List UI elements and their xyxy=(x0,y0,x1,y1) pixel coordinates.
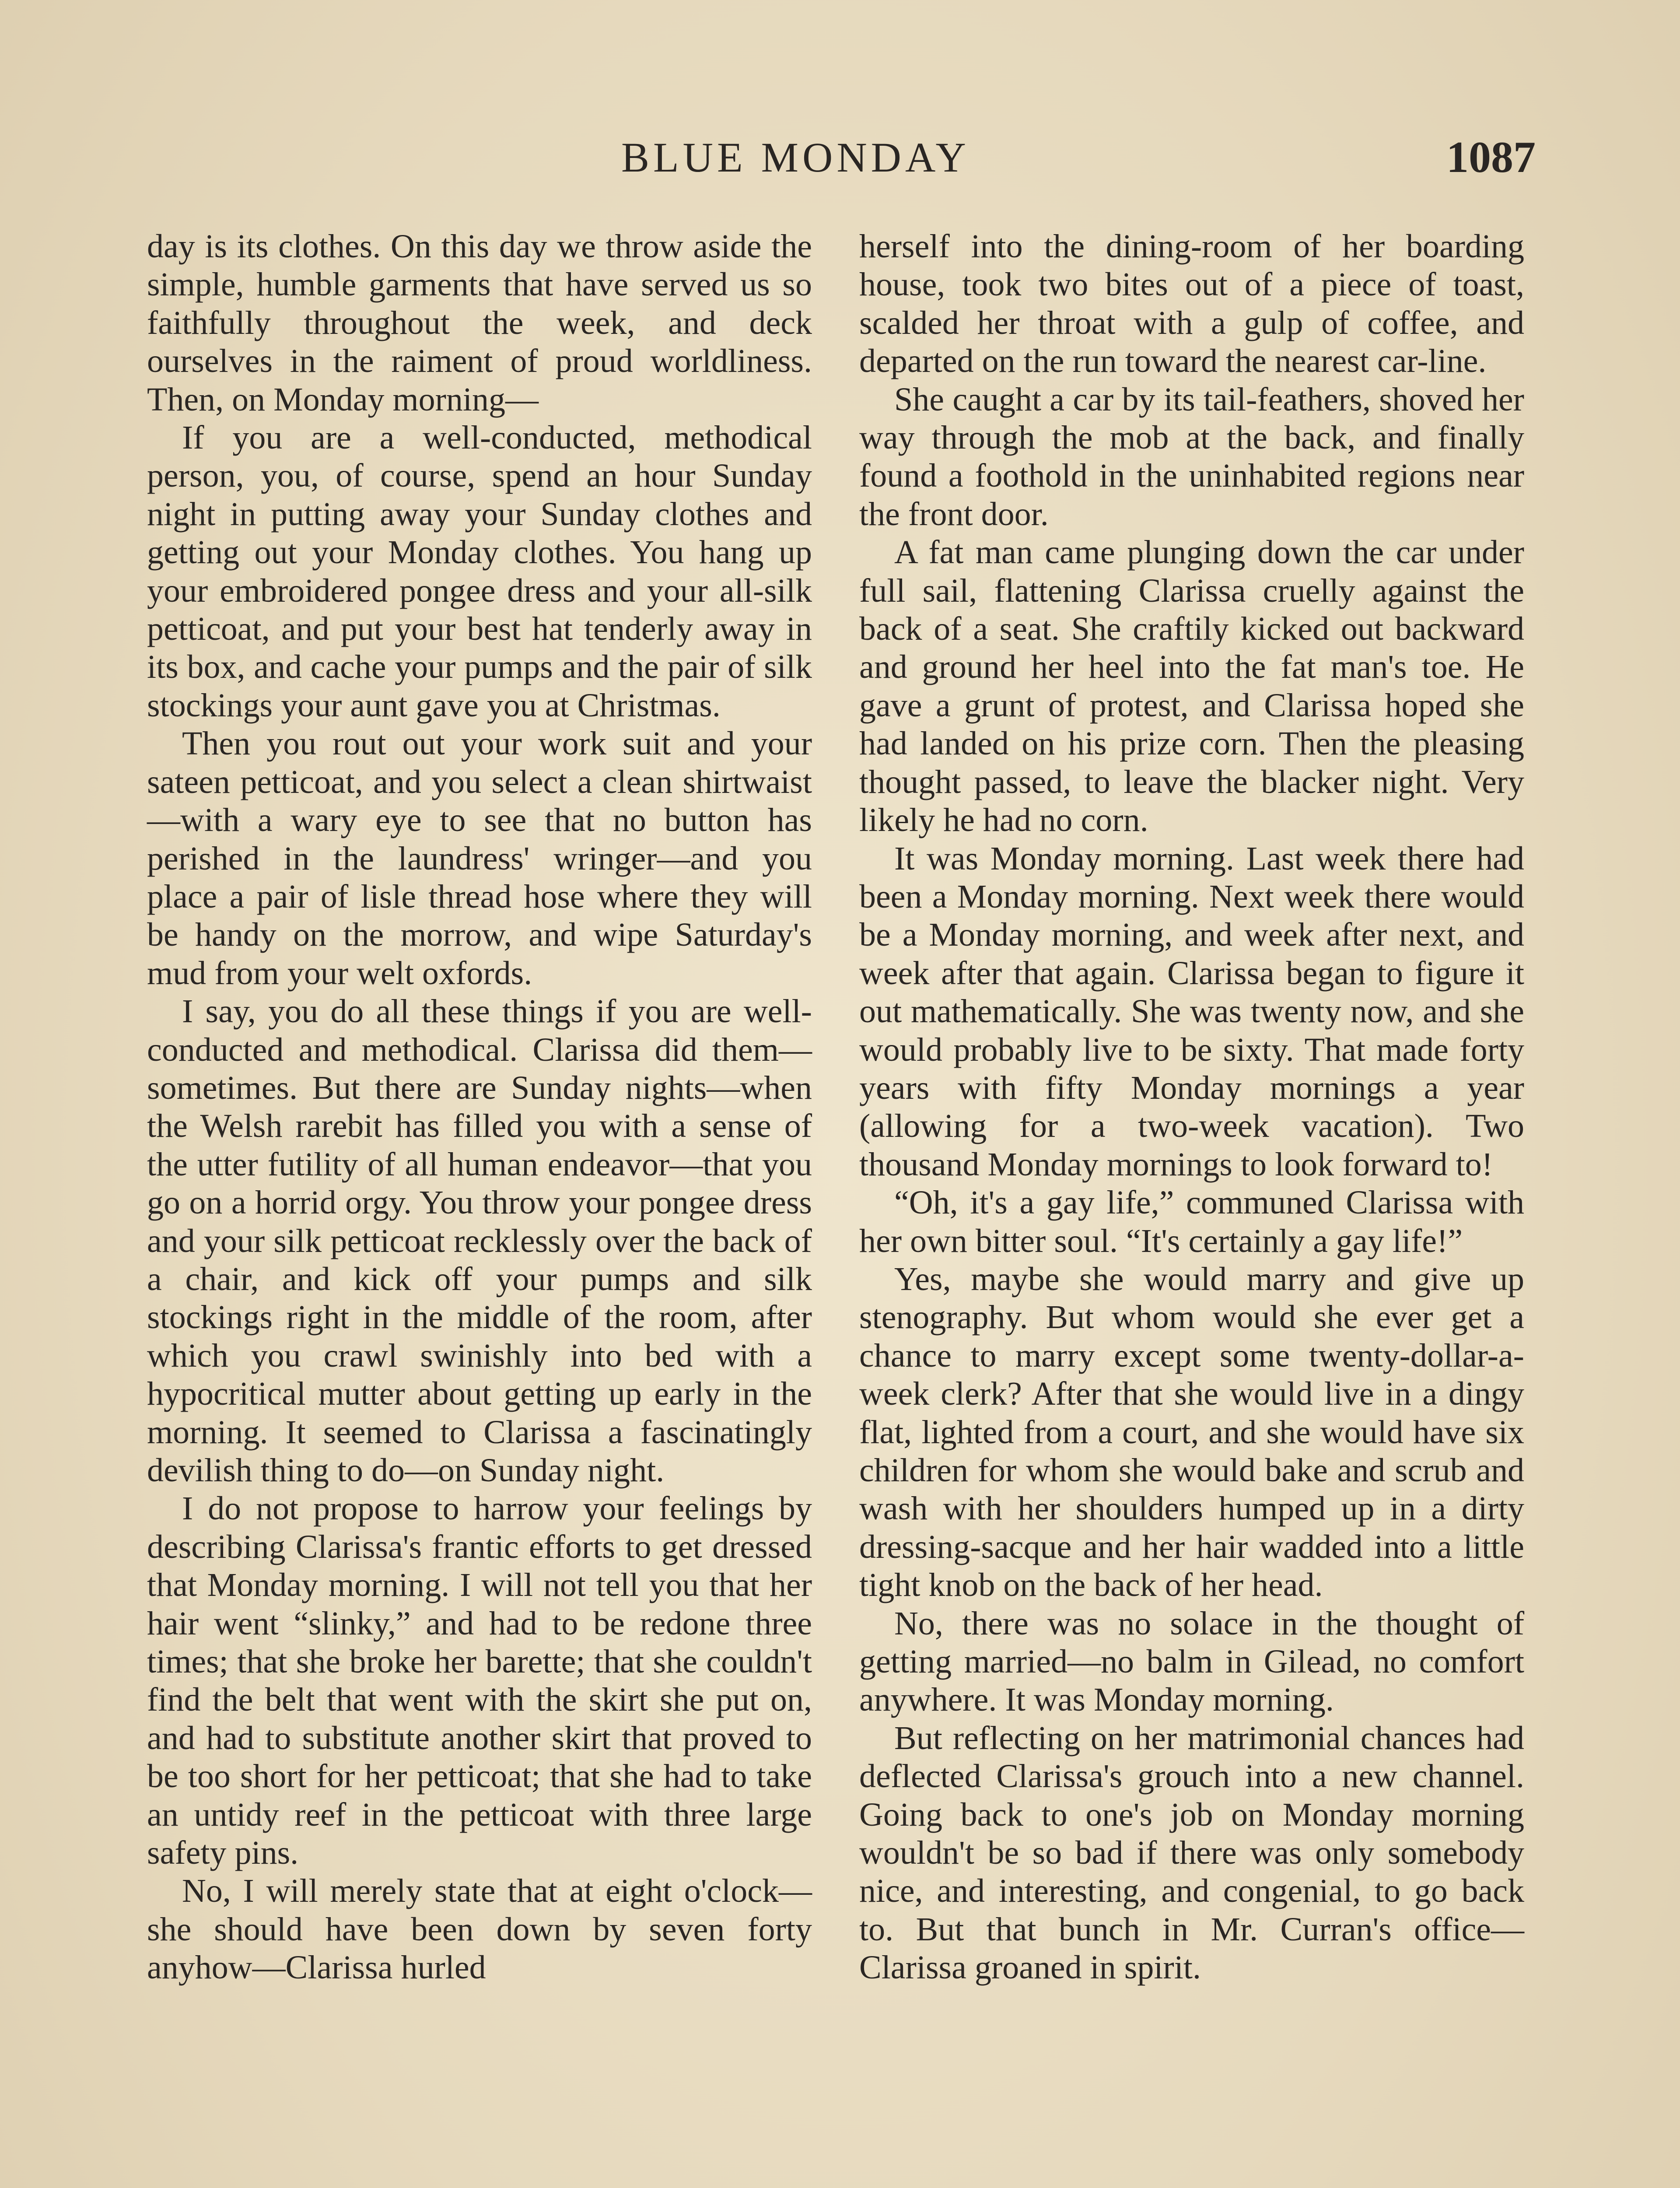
running-head xyxy=(0,131,1680,184)
paragraph: It was Monday morning. Last week there had been a Monday morning. Next week there would be a Monday morning, and week after next, and week after that again. Clarissa began to figure it out mathematically. She was twenty now, and she would probably live to be sixty. That made forty years with fifty Monday mornings a year (allowing for a two-week vacation). Two thousand Monday mornings to look forward to! xyxy=(859,840,1524,1183)
paragraph: day is its clothes. On this day we throw aside the simple, humble garments that have served us so faithfully throughout the week, and deck ourselves in the raiment of proud worldliness. Then, on Monday morning— xyxy=(147,228,812,418)
paragraph: herself into the dining-room of her boarding house, took two bites out of a piece of toast, scalded her throat with a gulp of coffee, and departed on the run toward the nearest car-line. xyxy=(859,228,1524,380)
paragraph: A fat man came plunging down the car under full sail, flattening Clarissa cruelly against the back of a seat. She craftily kicked out backward and ground her heel into the fat man's toe. He gave a grunt of protest, and Clarissa hoped she had landed on his prize corn. Then the pleasing thought passed, to leave the blacker night. Very likely he had no corn. xyxy=(859,534,1524,839)
paragraph: I say, you do all these things if you are well-conducted and methodical. Clarissa did them—sometimes. But there are Sunday nights—when the Welsh rarebit has filled you with a sense of the utter futility of all human endeavor—that you go on a horrid orgy. You throw your pongee dress and your silk petticoat recklessly over the back of a chair, and kick off your pumps and silk stockings right in the middle of the room, after which you crawl swinishly into bed with a hypocritical mutter about getting up early in the morning. It seemed to Clarissa a fascinatingly devilish thing to do—on Sunday night. xyxy=(147,993,812,1489)
paragraph: I do not propose to harrow your feelings by describing Clarissa's frantic efforts to get dressed that Monday morning. I will not tell you that her hair went “slinky,” and had to be redone three times; that she broke her barette; that she couldn't find the belt that went with the skirt she put on, and had to substitute another skirt that proved to be too short for her petticoat; that she had to take an untidy reef in the petticoat with three large safety pins. xyxy=(147,1490,812,1872)
paragraph: No, I will merely state that at eight o'clock—she should have been down by seven forty anyhow—Clarissa hurled xyxy=(147,1872,812,1986)
paragraph: Then you rout out your work suit and your sateen petticoat, and you select a clean shirtwaist—with a wary eye to see that no button has perished in the laundress' wringer—and you place a pair of lisle thread hose where they will be handy on the morrow, and wipe Saturday's mud from your welt oxfords. xyxy=(147,725,812,992)
page-number: 1087 xyxy=(1446,133,1536,182)
paragraph: But reflecting on her matrimonial chances had deflected Clarissa's grouch into a new channel. Going back to one's job on Monday morning wouldn't be so bad if there was only somebody nice, and interesting, and congenial, to go back to. But that bunch in Mr. Curran's office—Clarissa groaned in spirit. xyxy=(859,1719,1524,1986)
paragraph: Yes, maybe she would marry and give up stenography. But whom would she ever get a chance to marry except some twenty-dollar-a-week clerk? After that she would live in a dingy flat, lighted from a court, and she would have six children for whom she would bake and scrub and wash with her shoulders humped up in a dirty dressing-sacque and her hair wadded into a little tight knob on the back of her head. xyxy=(859,1260,1524,1604)
paragraph: No, there was no solace in the thought of getting married—no balm in Gilead, no comfort anywhere. It was Monday morning. xyxy=(859,1605,1524,1718)
left-column xyxy=(147,228,812,1987)
running-title: BLUE MONDAY xyxy=(621,134,970,181)
paragraph: She caught a car by its tail-feathers, shoved her way through the mob at the back, and finally found a foothold in the uninhabited regions near the front door. xyxy=(859,381,1524,533)
paragraph: If you are a well-conducted, methodical person, you, of course, spend an hour Sunday night in putting away your Sunday clothes and getting out your Monday clothes. You hang up your embroidered pongee dress and your all-silk petticoat, and put your best hat tenderly away in its box, and cache your pumps and the pair of silk stockings your aunt gave you at Christmas. xyxy=(147,419,812,724)
right-column xyxy=(859,228,1524,1987)
paragraph: “Oh, it's a gay life,” communed Clarissa with her own bitter soul. “It's certainly a gay life!” xyxy=(859,1184,1524,1259)
